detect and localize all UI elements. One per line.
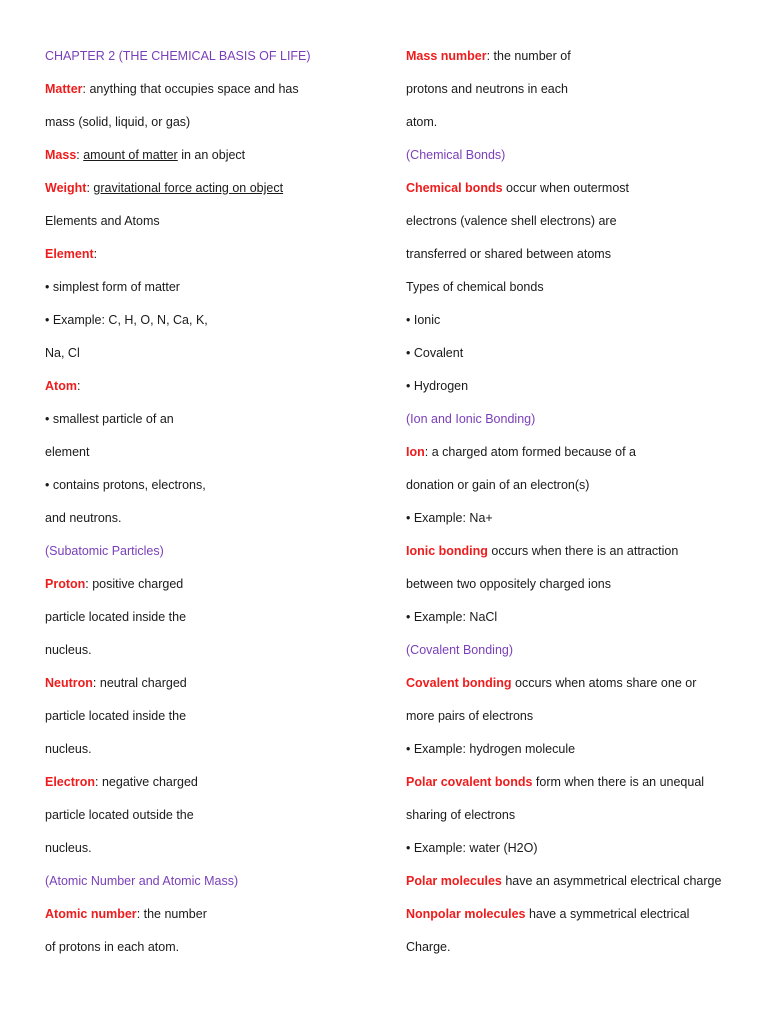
text-line: more pairs of electrons <box>406 709 534 723</box>
text-line: particle located outside the <box>45 808 194 822</box>
text-line: particle located inside the <box>45 610 187 624</box>
section-label: Elements and Atoms <box>45 214 160 228</box>
ionic-bonding-definition: Ionic bonding occurs when there is an attraction <box>406 544 679 558</box>
text-line: atom. <box>406 115 438 129</box>
polar-covalent-definition: Polar covalent bonds form when there is an unequal <box>406 775 705 789</box>
text-line: Charge. <box>406 940 451 954</box>
bullet-item: • Example: Na+ <box>406 511 493 525</box>
term-matter: Matter <box>45 82 83 96</box>
term-polar-covalent-bonds: Polar covalent bonds <box>406 775 533 789</box>
bullet-item: • Covalent <box>406 346 464 360</box>
term-ion: Ion <box>406 445 425 459</box>
bullet-item: • smallest particle of an <box>45 412 174 426</box>
term-mass: Mass <box>45 148 77 162</box>
text-line: nucleus. <box>45 841 92 855</box>
covalent-bonding-definition: Covalent bonding occurs when atoms share one or <box>406 676 697 690</box>
section-heading: (Ion and Ionic Bonding) <box>406 412 536 426</box>
bullet-item: • Example: NaCl <box>406 610 498 624</box>
mass-number-definition: Mass number: the number of <box>406 49 571 63</box>
atom-definition: Atom: <box>45 379 81 393</box>
neutron-definition: Neutron: neutral charged <box>45 676 187 690</box>
text-line: of protons in each atom. <box>45 940 180 954</box>
text-line: electrons (valence shell electrons) are <box>406 214 617 228</box>
bullet-item: • Hydrogen <box>406 379 469 393</box>
term-polar-molecules: Polar molecules <box>406 874 502 888</box>
chemical-bonds-definition: Chemical bonds occur when outermost <box>406 181 629 195</box>
term-electron: Electron <box>45 775 96 789</box>
left-column <box>45 40 385 964</box>
section-heading: (Chemical Bonds) <box>406 148 506 162</box>
term-covalent-bonding: Covalent bonding <box>406 676 512 690</box>
text-line: protons and neutrons in each <box>406 82 568 96</box>
electron-definition: Electron: negative charged <box>45 775 198 789</box>
term-neutron: Neutron <box>45 676 93 690</box>
section-heading: (Subatomic Particles) <box>45 544 164 558</box>
text-line: transferred or shared between atoms <box>406 247 611 261</box>
section-heading: (Atomic Number and Atomic Mass) <box>45 874 239 888</box>
term-proton: Proton <box>45 577 86 591</box>
text-line: mass (solid, liquid, or gas) <box>45 115 191 129</box>
term-chemical-bonds: Chemical bonds <box>406 181 503 195</box>
bullet-item: • Example: water (H2O) <box>406 841 538 855</box>
polar-molecules-definition: Polar molecules have an asymmetrical electrical charge <box>406 874 722 888</box>
text-line: sharing of electrons <box>406 808 516 822</box>
section-label: Types of chemical bonds <box>406 280 544 294</box>
right-column <box>406 40 746 964</box>
term-nonpolar-molecules: Nonpolar molecules <box>406 907 526 921</box>
term-element: Element <box>45 247 94 261</box>
text-line: between two oppositely charged ions <box>406 577 611 591</box>
term-atom: Atom <box>45 379 77 393</box>
weight-definition: Weight: gravitational force acting on object <box>45 181 284 195</box>
mass-definition: Mass: amount of matter in an object <box>45 148 246 162</box>
text-line: and neutrons. <box>45 511 122 525</box>
text-line: donation or gain of an electron(s) <box>406 478 590 492</box>
bullet-item: • Example: C, H, O, N, Ca, K, <box>45 313 208 327</box>
bullet-item: • Example: hydrogen molecule <box>406 742 576 756</box>
term-ionic-bonding: Ionic bonding <box>406 544 488 558</box>
atomic-number-definition: Atomic number: the number <box>45 907 207 921</box>
matter-definition: Matter: anything that occupies space and has <box>45 82 299 96</box>
term-weight: Weight <box>45 181 87 195</box>
bullet-item: • contains protons, electrons, <box>45 478 206 492</box>
term-mass-number: Mass number <box>406 49 487 63</box>
bullet-item: • Ionic <box>406 313 441 327</box>
proton-definition: Proton: positive charged <box>45 577 184 591</box>
term-atomic-number: Atomic number <box>45 907 137 921</box>
chapter-title: CHAPTER 2 (THE CHEMICAL BASIS OF LIFE) <box>45 49 311 63</box>
text-line: nucleus. <box>45 742 92 756</box>
bullet-item: • simplest form of matter <box>45 280 180 294</box>
text-line: element <box>45 445 90 459</box>
text-line: particle located inside the <box>45 709 187 723</box>
element-definition: Element: <box>45 247 98 261</box>
ion-definition: Ion: a charged atom formed because of a <box>406 445 636 459</box>
text-line: nucleus. <box>45 643 92 657</box>
section-heading: (Covalent Bonding) <box>406 643 514 657</box>
text-line: Na, Cl <box>45 346 80 360</box>
nonpolar-molecules-definition: Nonpolar molecules have a symmetrical electrical <box>406 907 690 921</box>
